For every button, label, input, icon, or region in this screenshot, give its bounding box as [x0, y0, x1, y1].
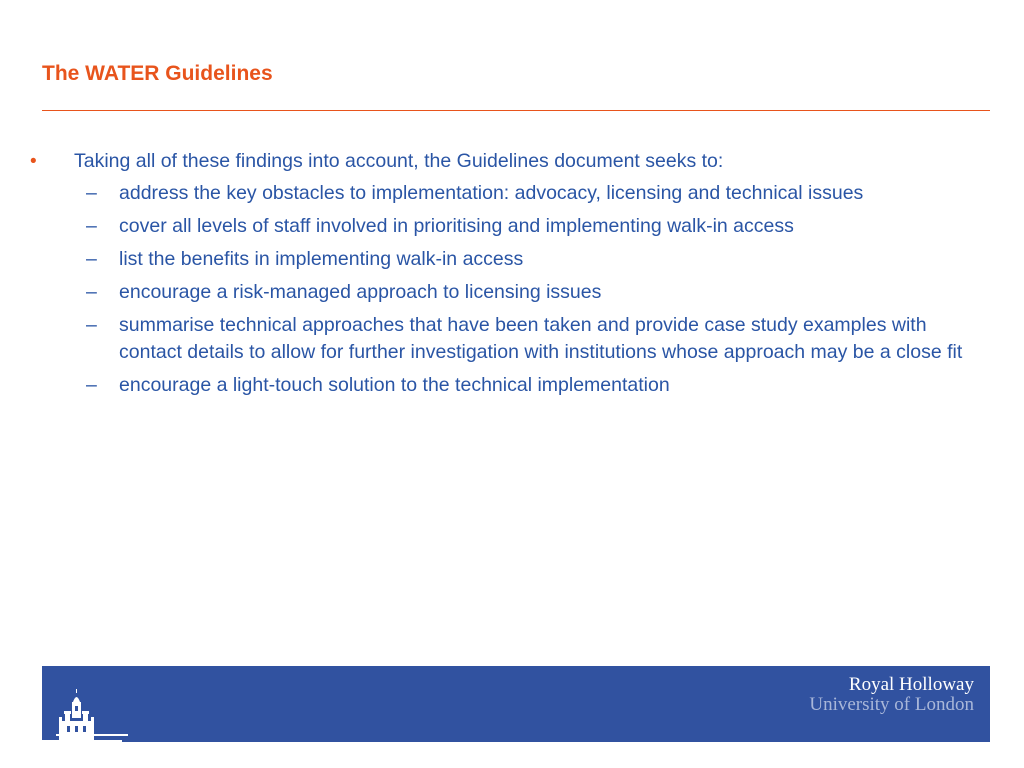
sub-bullet-item — [30, 180, 990, 207]
brand-name: Royal Holloway — [848, 674, 974, 695]
sub-bullet-text: cover all levels of staff involved in prioritising and implementing walk-in access — [119, 215, 794, 237]
sub-bullet-text: list the benefits in implementing walk-in access — [119, 248, 524, 270]
bullet-marker: • — [30, 151, 37, 172]
sub-bullet-text: address the key obstacles to implementation: advocacy, licensing and technical issues — [119, 182, 864, 204]
sub-bullet-item — [30, 246, 990, 273]
sub-bullet-text: encourage a light-touch solution to the technical implementation — [119, 374, 670, 396]
sub-bullet-text: encourage a risk-managed approach to licensing issues — [119, 281, 602, 303]
dash-marker: – — [86, 182, 97, 204]
sub-bullet-item — [30, 372, 990, 399]
bullet-item — [30, 148, 990, 175]
sub-bullet-text: summarise technical approaches that have been taken and provide case study examples with contact details to allow for further investigation with institutions whose approach may be a close fit — [119, 314, 963, 363]
slide-body — [30, 148, 990, 405]
footer-accent-line — [42, 740, 122, 742]
dash-marker: – — [86, 281, 97, 303]
institution-logo-text — [809, 675, 974, 714]
sub-bullet-item — [30, 312, 990, 366]
slide-title: The WATER Guidelines — [42, 62, 273, 85]
sub-bullet-item — [30, 279, 990, 306]
dash-marker: – — [86, 374, 97, 396]
dash-marker: – — [86, 248, 97, 270]
brand-subtitle: University of London — [809, 694, 974, 715]
sub-bullet-item — [30, 213, 990, 240]
sub-bullet-list — [30, 180, 990, 399]
dash-marker: – — [86, 314, 97, 336]
dash-marker: – — [86, 215, 97, 237]
college-building-icon — [56, 688, 128, 742]
footer-banner — [42, 666, 990, 742]
title-divider — [42, 110, 990, 111]
intro-text: Taking all of these findings into account, the Guidelines document seeks to: — [74, 150, 724, 172]
